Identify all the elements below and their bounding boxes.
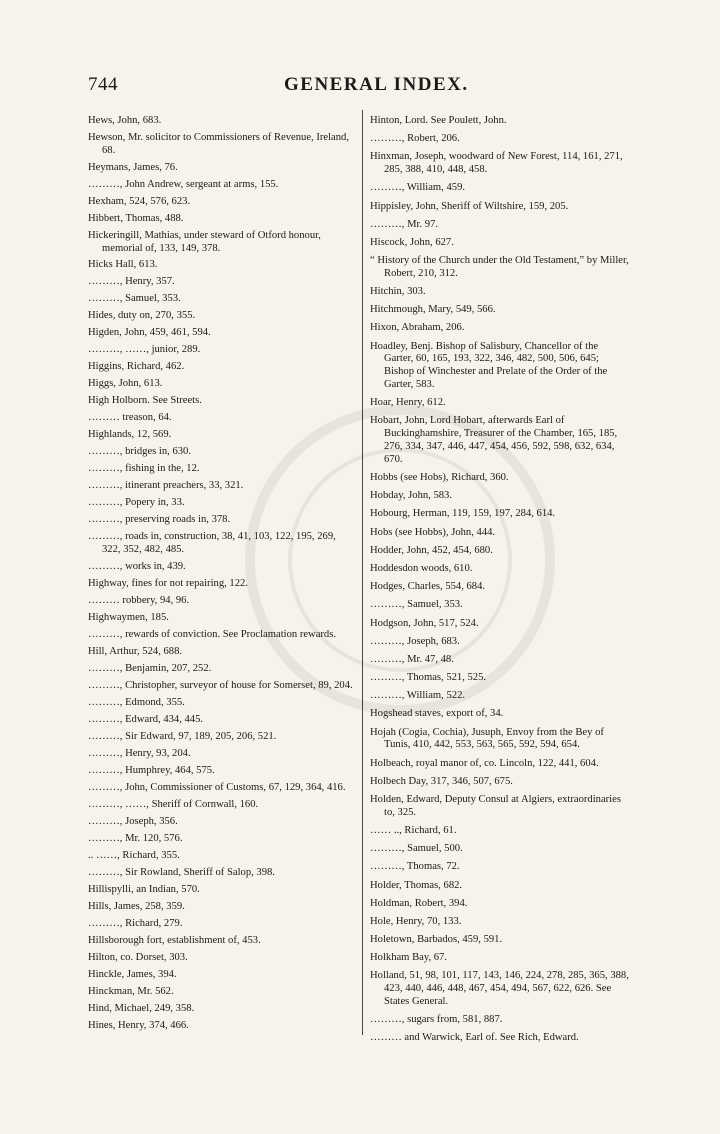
index-entry: Holdman, Robert, 394.	[370, 897, 468, 909]
index-entry: Hides, duty on, 270, 355.	[88, 310, 196, 322]
index-entry: Higgins, Richard, 462.	[88, 361, 185, 373]
index-entry: ………, Edmond, 355.	[88, 696, 185, 708]
index-entry: Hitchmough, Mary, 549, 566.	[370, 304, 496, 316]
page-title: GENERAL INDEX.	[284, 74, 469, 95]
index-column-left	[88, 115, 356, 1037]
index-entry: Hillispylli, an Indian, 570.	[88, 883, 200, 895]
index-entry: Hickeringill, Mathias, under steward of Otford honour, memorial of, 133, 149, 378.	[88, 229, 321, 254]
index-entry: ………, works in, 439.	[88, 561, 186, 573]
index-entry: Hind, Michael, 249, 358.	[88, 1002, 195, 1014]
index-entry: ………, sugars from, 581, 887.	[370, 1014, 503, 1026]
index-entry: ………, ……, junior, 289.	[88, 344, 201, 356]
index-entry: Higden, John, 459, 461, 594.	[88, 327, 211, 339]
index-entry: Hodges, Charles, 554, 684.	[370, 581, 486, 593]
index-entry: Hill, Arthur, 524, 688.	[88, 645, 183, 657]
index-entry: Holder, Thomas, 682.	[370, 879, 463, 891]
index-entry: Hinckman, Mr. 562.	[88, 985, 174, 997]
index-entry: Hinton, Lord. See Poulett, John.	[370, 115, 507, 126]
index-entry: Holkham Bay, 67.	[370, 952, 447, 964]
index-column-right	[370, 115, 630, 1051]
index-entry: Hicks Hall, 613.	[88, 259, 158, 271]
index-entry: Hojah (Cogia, Cochia), Jusuph, Envoy from the Bey of Tunis, 410, 442, 553, 563, 565, 592, 594, 654.	[370, 726, 604, 751]
index-entry: ………, Samuel, 500.	[370, 843, 463, 855]
index-entry: ……… robbery, 94, 96.	[88, 594, 190, 606]
index-entry: ………, Edward, 434, 445.	[88, 713, 204, 725]
index-entry: Holbeach, royal manor of, co. Lincoln, 122, 441, 604.	[370, 757, 599, 769]
index-entry: ………, Samuel, 353.	[370, 599, 463, 611]
index-entry: Hines, Henry, 374, 466.	[88, 1019, 189, 1031]
page-header	[88, 74, 648, 100]
index-entry: Hiscock, John, 627.	[370, 236, 454, 248]
index-entry: Hobourg, Herman, 119, 159, 197, 284, 614.	[370, 508, 556, 520]
index-entry: Hogshead staves, export of, 34.	[370, 708, 504, 720]
index-entry: ………, William, 522.	[370, 690, 466, 702]
index-entry: High Holborn. See Streets.	[88, 395, 202, 407]
index-entry: Hexham, 524, 576, 623.	[88, 195, 191, 207]
index-entry: Heymans, James, 76.	[88, 161, 178, 173]
index-entry: ………, Henry, 93, 204.	[88, 747, 191, 759]
index-entry: ………, John, Commissioner of Customs, 67, 129, 364, 416.	[88, 781, 346, 793]
index-entry: ………, Joseph, 683.	[370, 635, 460, 647]
index-entry: ………, Benjamin, 207, 252.	[88, 662, 212, 674]
index-entry: Hole, Henry, 70, 133.	[370, 915, 462, 927]
index-entry: Hews, John, 683.	[88, 115, 162, 126]
index-entry: Hitchin, 303.	[370, 286, 426, 298]
index-entry: ………, roads in, construction, 38, 41, 103, 122, 195, 269, 322, 352, 482, 485.	[88, 531, 336, 556]
page-number: 744	[88, 74, 118, 95]
index-entry: Hippisley, John, Sheriff of Wiltshire, 159, 205.	[370, 200, 569, 212]
index-entry: Holetown, Barbados, 459, 591.	[370, 934, 503, 946]
index-entry: ………, Joseph, 356.	[88, 815, 178, 827]
index-entry: ………, Henry, 357.	[88, 276, 175, 288]
index-entry: Hills, James, 258, 359.	[88, 900, 185, 912]
index-entry: Hoar, Henry, 612.	[370, 397, 446, 409]
index-entry: Hinxman, Joseph, woodward of New Forest, 114, 161, 271, 285, 388, 410, 448, 458.	[370, 151, 623, 176]
index-entry: ………, rewards of conviction. See Proclamation rewards.	[88, 628, 337, 640]
index-entry: Hodgson, John, 517, 524.	[370, 617, 479, 629]
index-entry: ………, Popery in, 33.	[88, 497, 185, 509]
index-entry: Hobs (see Hobbs), John, 444.	[370, 526, 496, 538]
index-entry: ………, fishing in the, 12.	[88, 463, 200, 475]
index-entry: Hilton, co. Dorset, 303.	[88, 951, 188, 963]
index-entry: Highway, fines for not repairing, 122.	[88, 578, 248, 589]
index-entry: Hillsborough fort, establishment of, 453.	[88, 934, 261, 946]
index-entry: ………, Samuel, 353.	[88, 293, 181, 305]
column-divider	[362, 110, 363, 1035]
index-entry: Hobday, John, 583.	[370, 490, 452, 502]
index-entry: ………, preserving roads in, 378.	[88, 514, 231, 526]
index-entry: .. ……, Richard, 355.	[88, 849, 180, 861]
index-entry: ………, Richard, 279.	[88, 917, 183, 929]
index-entry: ………, Humphrey, 464, 575.	[88, 764, 215, 776]
index-entry: ………, Sir Rowland, Sheriff of Salop, 398.	[88, 866, 275, 878]
index-entry: ………, Sir Edward, 97, 189, 205, 206, 521.	[88, 730, 277, 742]
index-entry: ………, Robert, 206.	[370, 133, 460, 145]
index-entry: ………, ……, Sheriff of Cornwall, 160.	[88, 798, 259, 810]
index-entry: ………, Mr. 47, 48.	[370, 653, 454, 665]
index-entry: “ History of the Church under the Old Testament,” by Miller, Robert, 210, 312.	[370, 255, 629, 279]
index-entry: ………, Thomas, 521, 525.	[370, 672, 487, 684]
index-entry: Highwaymen, 185.	[88, 611, 169, 623]
index-entry: …… .., Richard, 61.	[370, 824, 457, 836]
index-entry: Hibbert, Thomas, 488.	[88, 212, 184, 224]
index-entry: Hobbs (see Hobs), Richard, 360.	[370, 472, 509, 483]
index-entry: Higgs, John, 613.	[88, 378, 163, 390]
index-entry: ………, Thomas, 72.	[370, 861, 460, 873]
index-entry: Holbech Day, 317, 346, 507, 675.	[370, 775, 513, 787]
index-entry: Hixon, Abraham, 206.	[370, 322, 465, 334]
index-entry: ………, William, 459.	[370, 182, 466, 194]
index-entry: Hewson, Mr. solicitor to Commissioners of Revenue, Ireland, 68.	[88, 131, 349, 156]
index-entry: ……… and Warwick, Earl of. See Rich, Edward.	[370, 1032, 579, 1044]
index-entry: Hobart, John, Lord Hobart, afterwards Earl of Buckinghamshire, Treasurer of the Chamber, 165, 185, 276, 334, 347, 446, 447, 454, 456, 592, 598, 632, 634, 670.	[370, 415, 618, 465]
index-entry: ………, itinerant preachers, 33, 321.	[88, 480, 244, 492]
index-entry: Holden, Edward, Deputy Consul at Algiers, extraordinaries to, 325.	[370, 793, 621, 818]
index-entry: Hinckle, James, 394.	[88, 968, 177, 980]
index-entry: Highlands, 12, 569.	[88, 429, 172, 441]
index-entry: Holland, 51, 98, 101, 117, 143, 146, 224, 278, 285, 365, 388, 423, 440, 446, 448, 467, 454, 494, 567, 622, 626. See States General.	[370, 970, 629, 1008]
index-entry: ………, John Andrew, sergeant at arms, 155.	[88, 178, 279, 190]
index-entry: Hoddesdon woods, 610.	[370, 562, 473, 574]
index-entry: ……… treason, 64.	[88, 412, 172, 424]
index-entry: ………, Mr. 120, 576.	[88, 832, 183, 844]
index-entry: Hodder, John, 452, 454, 680.	[370, 544, 493, 556]
index-entry: ………, Mr. 97.	[370, 218, 438, 230]
index-entry: ………, bridges in, 630.	[88, 446, 191, 458]
index-entry: Hoadley, Benj. Bishop of Salisbury, Chancellor of the Garter, 60, 165, 193, 322, 346, 482, 500, 506, 645; Bishop of Winchester and Prelate of the Order of the Garter, 583.	[370, 340, 608, 391]
index-entry: ………, Christopher, surveyor of house for Somerset, 89, 204.	[88, 679, 353, 691]
